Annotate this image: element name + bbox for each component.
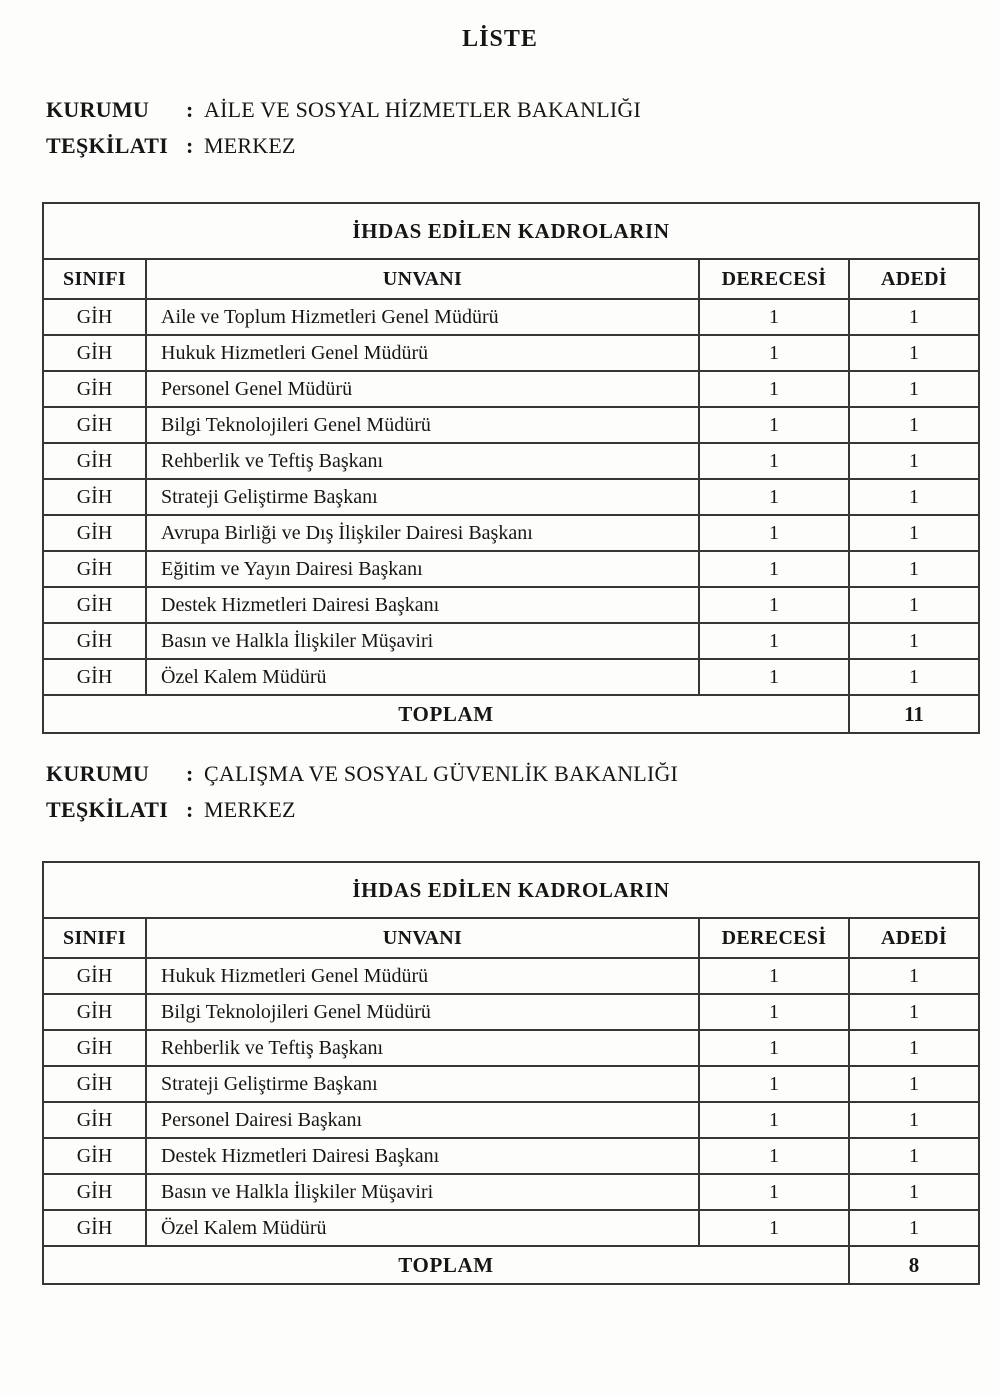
cell-sinifi: GİH [43, 1030, 146, 1066]
cell-derecesi: 1 [699, 1066, 849, 1102]
cell-unvani: Aile ve Toplum Hizmetleri Genel Müdürü [146, 299, 699, 335]
cell-unvani: Personel Dairesi Başkanı [146, 1102, 699, 1138]
cell-sinifi: GİH [43, 1210, 146, 1246]
teskilati-value: MERKEZ [204, 133, 296, 158]
cell-adedi: 1 [849, 1174, 979, 1210]
cell-adedi: 1 [849, 407, 979, 443]
caption-row [43, 862, 979, 918]
cell-adedi: 1 [849, 335, 979, 371]
teskilati-line [46, 128, 641, 164]
table-row [43, 299, 979, 335]
teskilati-label: TEŞKİLATI [46, 133, 169, 158]
kurumu-line [46, 756, 678, 792]
cell-unvani: Rehberlik ve Teftiş Başkanı [146, 443, 699, 479]
kurumu-value: AİLE VE SOSYAL HİZMETLER BAKANLIĞI [204, 97, 641, 122]
cell-unvani: Destek Hizmetleri Dairesi Başkanı [146, 587, 699, 623]
cell-sinifi: GİH [43, 1138, 146, 1174]
total-row [43, 695, 979, 733]
cell-unvani: Rehberlik ve Teftiş Başkanı [146, 1030, 699, 1066]
table-row [43, 659, 979, 695]
cell-sinifi: GİH [43, 479, 146, 515]
cell-derecesi: 1 [699, 335, 849, 371]
kadro-table-2 [42, 861, 980, 1285]
cell-derecesi: 1 [699, 515, 849, 551]
table-row [43, 515, 979, 551]
teskilati-colon: : [186, 133, 194, 158]
column-header-sinifi: SINIFI [43, 918, 146, 958]
table-row [43, 371, 979, 407]
cell-adedi: 1 [849, 587, 979, 623]
cell-adedi: 1 [849, 994, 979, 1030]
cell-adedi: 1 [849, 515, 979, 551]
cell-derecesi: 1 [699, 1030, 849, 1066]
cell-unvani: Strateji Geliştirme Başkanı [146, 1066, 699, 1102]
cell-derecesi: 1 [699, 443, 849, 479]
cell-sinifi: GİH [43, 587, 146, 623]
cell-unvani: Basın ve Halkla İlişkiler Müşaviri [146, 623, 699, 659]
cell-adedi: 1 [849, 299, 979, 335]
header-row [43, 918, 979, 958]
header-row [43, 259, 979, 299]
table-row [43, 1174, 979, 1210]
total-value-cell: 11 [849, 695, 979, 733]
column-header-derecesi: DERECESİ [699, 918, 849, 958]
cell-unvani: Avrupa Birliği ve Dış İlişkiler Dairesi Başkanı [146, 515, 699, 551]
cell-sinifi: GİH [43, 1066, 146, 1102]
cell-derecesi: 1 [699, 371, 849, 407]
column-header-adedi: ADEDİ [849, 918, 979, 958]
cell-adedi: 1 [849, 1210, 979, 1246]
cell-unvani: Personel Genel Müdürü [146, 371, 699, 407]
cell-adedi: 1 [849, 551, 979, 587]
cell-derecesi: 1 [699, 1174, 849, 1210]
cell-adedi: 1 [849, 623, 979, 659]
cell-unvani: Hukuk Hizmetleri Genel Müdürü [146, 335, 699, 371]
cell-sinifi: GİH [43, 407, 146, 443]
cell-sinifi: GİH [43, 994, 146, 1030]
kurumu-label: KURUMU [46, 97, 150, 122]
cell-unvani: Basın ve Halkla İlişkiler Müşaviri [146, 1174, 699, 1210]
cell-unvani: Bilgi Teknolojileri Genel Müdürü [146, 994, 699, 1030]
cell-derecesi: 1 [699, 994, 849, 1030]
table-row [43, 407, 979, 443]
teskilati-value: MERKEZ [204, 797, 296, 822]
column-header-unvani: UNVANI [146, 259, 699, 299]
cell-sinifi: GİH [43, 335, 146, 371]
section-2-meta [46, 756, 678, 828]
kurumu-line [46, 92, 641, 128]
cell-unvani: Hukuk Hizmetleri Genel Müdürü [146, 958, 699, 994]
section-1-meta [46, 92, 641, 164]
cell-adedi: 1 [849, 659, 979, 695]
total-label-cell: TOPLAM [43, 695, 849, 733]
page-title: LİSTE [462, 26, 538, 52]
cell-sinifi: GİH [43, 551, 146, 587]
cell-unvani: Özel Kalem Müdürü [146, 659, 699, 695]
cell-adedi: 1 [849, 479, 979, 515]
table-row [43, 1138, 979, 1174]
cell-derecesi: 1 [699, 1102, 849, 1138]
cell-derecesi: 1 [699, 1138, 849, 1174]
kurumu-colon: : [186, 761, 194, 786]
table-row [43, 623, 979, 659]
kurumu-value: ÇALIŞMA VE SOSYAL GÜVENLİK BAKANLIĞI [204, 761, 679, 786]
table-row [43, 994, 979, 1030]
table-row [43, 335, 979, 371]
column-header-unvani: UNVANI [146, 918, 699, 958]
cell-derecesi: 1 [699, 407, 849, 443]
table-caption: İHDAS EDİLEN KADROLARIN [43, 203, 979, 259]
cell-sinifi: GİH [43, 1102, 146, 1138]
table-row [43, 443, 979, 479]
total-row [43, 1246, 979, 1284]
table-row [43, 1210, 979, 1246]
column-header-adedi: ADEDİ [849, 259, 979, 299]
cell-derecesi: 1 [699, 659, 849, 695]
cell-unvani: Destek Hizmetleri Dairesi Başkanı [146, 1138, 699, 1174]
cell-unvani: Bilgi Teknolojileri Genel Müdürü [146, 407, 699, 443]
table-caption: İHDAS EDİLEN KADROLARIN [43, 862, 979, 918]
cell-sinifi: GİH [43, 515, 146, 551]
table-row [43, 551, 979, 587]
cell-derecesi: 1 [699, 587, 849, 623]
cell-sinifi: GİH [43, 958, 146, 994]
table-row [43, 1030, 979, 1066]
cell-derecesi: 1 [699, 551, 849, 587]
cell-adedi: 1 [849, 1102, 979, 1138]
cell-adedi: 1 [849, 1138, 979, 1174]
teskilati-colon: : [186, 797, 194, 822]
total-value-cell: 8 [849, 1246, 979, 1284]
cell-derecesi: 1 [699, 958, 849, 994]
cell-derecesi: 1 [699, 623, 849, 659]
cell-derecesi: 1 [699, 479, 849, 515]
teskilati-line [46, 792, 678, 828]
table-row [43, 1102, 979, 1138]
cell-sinifi: GİH [43, 443, 146, 479]
cell-sinifi: GİH [43, 659, 146, 695]
column-header-sinifi: SINIFI [43, 259, 146, 299]
cell-adedi: 1 [849, 1030, 979, 1066]
cell-unvani: Strateji Geliştirme Başkanı [146, 479, 699, 515]
cell-derecesi: 1 [699, 299, 849, 335]
kurumu-label: KURUMU [46, 761, 150, 786]
table-row [43, 958, 979, 994]
total-label-cell: TOPLAM [43, 1246, 849, 1284]
cell-derecesi: 1 [699, 1210, 849, 1246]
cell-sinifi: GİH [43, 623, 146, 659]
teskilati-label: TEŞKİLATI [46, 797, 169, 822]
cell-adedi: 1 [849, 371, 979, 407]
cell-adedi: 1 [849, 1066, 979, 1102]
kadro-table-1 [42, 202, 980, 734]
table-row [43, 587, 979, 623]
cell-adedi: 1 [849, 958, 979, 994]
kurumu-colon: : [186, 97, 194, 122]
cell-unvani: Özel Kalem Müdürü [146, 1210, 699, 1246]
caption-row [43, 203, 979, 259]
cell-sinifi: GİH [43, 1174, 146, 1210]
cell-unvani: Eğitim ve Yayın Dairesi Başkanı [146, 551, 699, 587]
table-row [43, 479, 979, 515]
table-row [43, 1066, 979, 1102]
cell-adedi: 1 [849, 443, 979, 479]
column-header-derecesi: DERECESİ [699, 259, 849, 299]
cell-sinifi: GİH [43, 371, 146, 407]
cell-sinifi: GİH [43, 299, 146, 335]
